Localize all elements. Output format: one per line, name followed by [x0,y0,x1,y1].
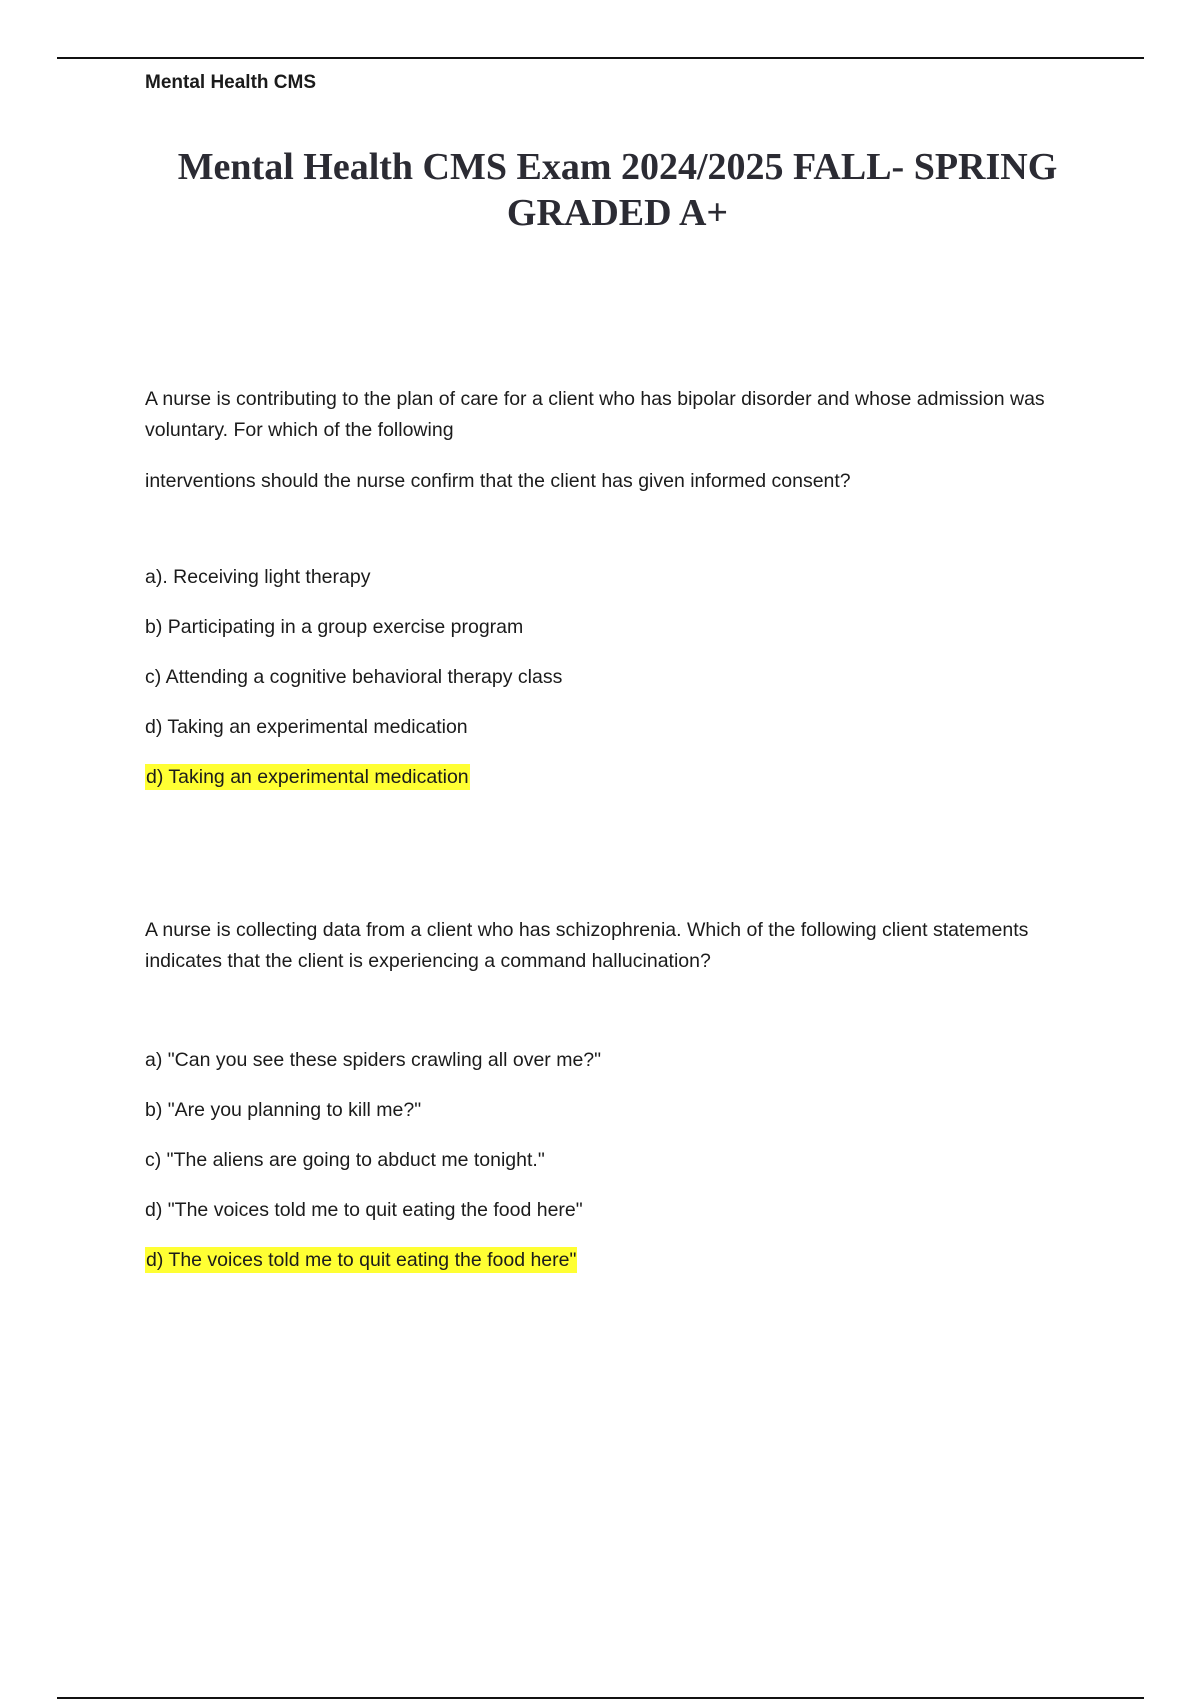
question-2-stem [145,915,1090,977]
document-title [145,144,1090,236]
question-1-stem-line-2: interventions should the nurse confirm that the client has given informed consent? [145,470,851,492]
question-2-option-b: b) "Are you planning to kill me?" [145,1099,422,1121]
question-2-stem-line-1: A nurse is collecting data from a client who has schizophrenia. Which of the following client statements indicates that the client is experiencing a command hallucination? [145,919,1029,972]
question-1-option-c: c) Attending a cognitive behavioral therapy class [145,666,563,688]
question-2-answer-highlight: d) The voices told me to quit eating the food here" [146,1249,577,1271]
bottom-rule [57,1697,1144,1699]
question-1-options [145,564,1090,740]
question-2 [145,915,1090,1273]
question-2-option-a: a) "Can you see these spiders crawling all over me?" [145,1049,602,1071]
title-line-2: GRADED A+ [506,192,729,234]
question-1-stem [145,384,1090,497]
document-body [145,384,1090,1273]
question-1-option-d: d) Taking an experimental medication [145,716,468,738]
running-header: Mental Health CMS [145,72,317,93]
question-2-options [145,1047,1090,1223]
question-2-answer-row [145,1247,1090,1273]
question-1-option-b: b) Participating in a group exercise program [145,616,524,638]
question-1-answer-row [145,764,1090,790]
question-1 [145,384,1090,790]
question-2-option-c: c) "The aliens are going to abduct me tonight." [145,1149,545,1171]
question-1-stem-line-1: A nurse is contributing to the plan of care for a client who has bipolar disorder and whose admission was voluntary. For which of the following [145,388,1045,441]
question-1-option-a: a). Receiving light therapy [145,566,371,588]
top-rule [57,57,1144,59]
title-line-1: Mental Health CMS Exam 2024/2025 FALL- SPRING [177,146,1058,188]
question-1-answer-highlight: d) Taking an experimental medication [146,766,469,788]
question-2-option-d: d) "The voices told me to quit eating the food here" [145,1199,583,1221]
